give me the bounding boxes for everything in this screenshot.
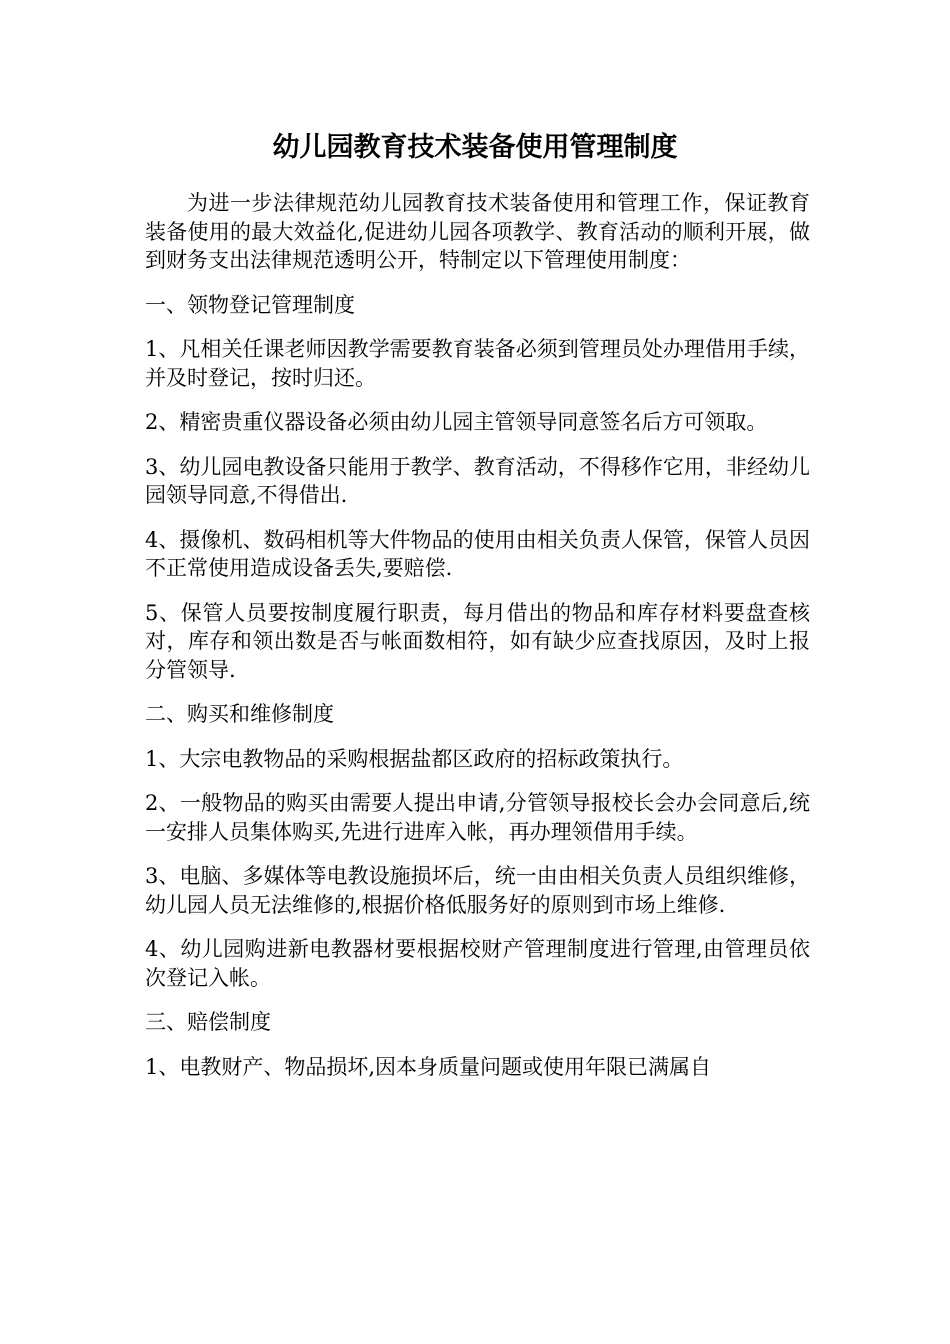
rule-item: 4、幼儿园购进新电教器材要根据校财产管理制度进行管理,由管理员依次登记入帐。 bbox=[145, 937, 810, 990]
rule-item: 3、电脑、多媒体等电教设施损坏后，统一由由相关负责人员组织维修，幼儿园人员无法维修的,根据价格低服务好的原则到市场上维修. bbox=[145, 864, 810, 917]
rule-item: 2、精密贵重仪器设备必须由幼儿园主管领导同意签名后方可领取。 bbox=[145, 410, 768, 434]
rule-item: 1、大宗电教物品的采购根据盐都区政府的招标政策执行。 bbox=[145, 746, 684, 771]
document-body bbox=[145, 189, 810, 1097]
rule-item: 3、幼儿园电教设备只能用于教学、教育活动，不得移作它用，非经幼儿园领导同意,不得借出. bbox=[145, 454, 810, 507]
document-title: 幼儿园教育技术装备使用管理制度 bbox=[272, 132, 678, 163]
rule-item: 4、摄像机、数码相机等大件物品的使用由相关负责人保管，保管人员因不正常使用造成设备丢失,要赔偿. bbox=[145, 527, 810, 580]
rule-item: 1、凡相关任课老师因教学需要教育装备必须到管理员处办理借用手续，并及时登记，按时归还。 bbox=[145, 337, 810, 390]
rule-item: 2、一般物品的购买由需要人提出申请,分管领导报校长会办会同意后,统一安排人员集体购买,先进行进库入帐，再办理领借用手续。 bbox=[145, 791, 810, 844]
section-heading: 二、购买和维修制度 bbox=[145, 702, 334, 726]
rule-item: 1、电教财产、物品损坏,因本身质量问题或使用年限已满属自 bbox=[145, 1054, 712, 1079]
intro-paragraph: 为进一步法律规范幼儿园教育技术装备使用和管理工作，保证教育装备使用的最大效益化,促进幼儿园各项教学、教育活动的顺利开展，做到财务支出法律规范透明公开，特制定以下管理使用制度： bbox=[145, 191, 810, 272]
rule-item: 5、保管人员要按制度履行职责，每月借出的物品和库存材料要盘查核对，库存和领出数是否与帐面数相符，如有缺少应查找原因，及时上报分管领导. bbox=[145, 600, 810, 682]
section-heading: 一、领物登记管理制度 bbox=[145, 292, 355, 317]
section-heading: 三、赔偿制度 bbox=[145, 1010, 271, 1034]
